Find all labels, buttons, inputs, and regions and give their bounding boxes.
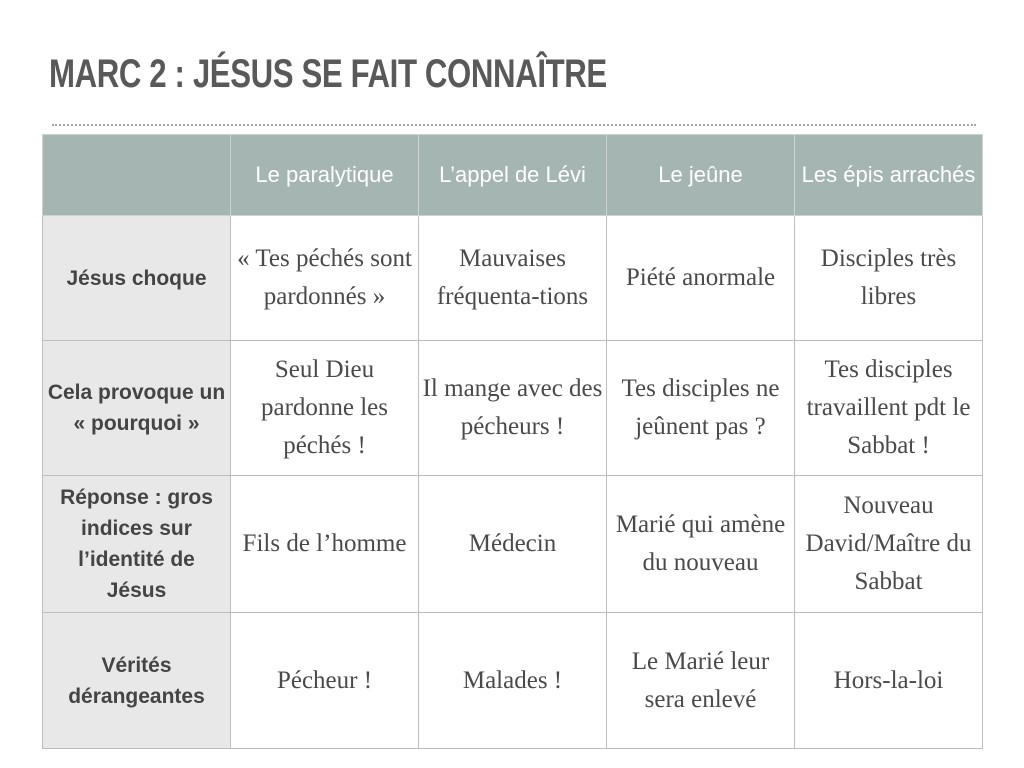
table-cell: Seul Dieu pardonne les péchés ! [231, 341, 419, 476]
row-header-jesus-choque: Jésus choque [43, 216, 231, 341]
table-header-row [43, 135, 983, 216]
table-cell: Marié qui amène du nouveau [607, 476, 795, 613]
column-header-paralytique: Le paralytique [231, 135, 419, 216]
title-divider [52, 124, 976, 126]
table-row [43, 476, 983, 613]
table-cell: Il mange avec des pécheurs ! [419, 341, 607, 476]
table-cell: Tes disciples travaillent pdt le Sabbat ! [795, 341, 983, 476]
table-cell: Disciples très libres [795, 216, 983, 341]
row-header-reponse: Réponse : gros indices sur l’identité de Jésus [43, 476, 231, 613]
table-cell: Piété anormale [607, 216, 795, 341]
header-corner [43, 135, 231, 216]
table-cell: Pécheur ! [231, 613, 419, 749]
column-header-levi: L’appel de Lévi [419, 135, 607, 216]
row-header-pourquoi: Cela provoque un « pourquoi » [43, 341, 231, 476]
table-cell: « Tes péchés sont pardonnés » [231, 216, 419, 341]
table-cell: Hors-la-loi [795, 613, 983, 749]
table-cell: Fils de l’homme [231, 476, 419, 613]
column-header-epis: Les épis arrachés [795, 135, 983, 216]
table-row [43, 341, 983, 476]
comparison-table [42, 134, 983, 749]
table-cell: Malades ! [419, 613, 607, 749]
slide-title: MARC 2 : JÉSUS SE FAIT CONNAÎTRE [49, 52, 607, 96]
table-cell: Le Marié leur sera enlevé [607, 613, 795, 749]
table-row [43, 613, 983, 749]
table-cell: Mauvaises fréquenta-tions [419, 216, 607, 341]
table-cell: Nouveau David/Maître du Sabbat [795, 476, 983, 613]
table-cell: Tes disciples ne jeûnent pas ? [607, 341, 795, 476]
table-row [43, 216, 983, 341]
table-cell: Médecin [419, 476, 607, 613]
column-header-jeune: Le jeûne [607, 135, 795, 216]
row-header-verites: Vérités dérangeantes [43, 613, 231, 749]
